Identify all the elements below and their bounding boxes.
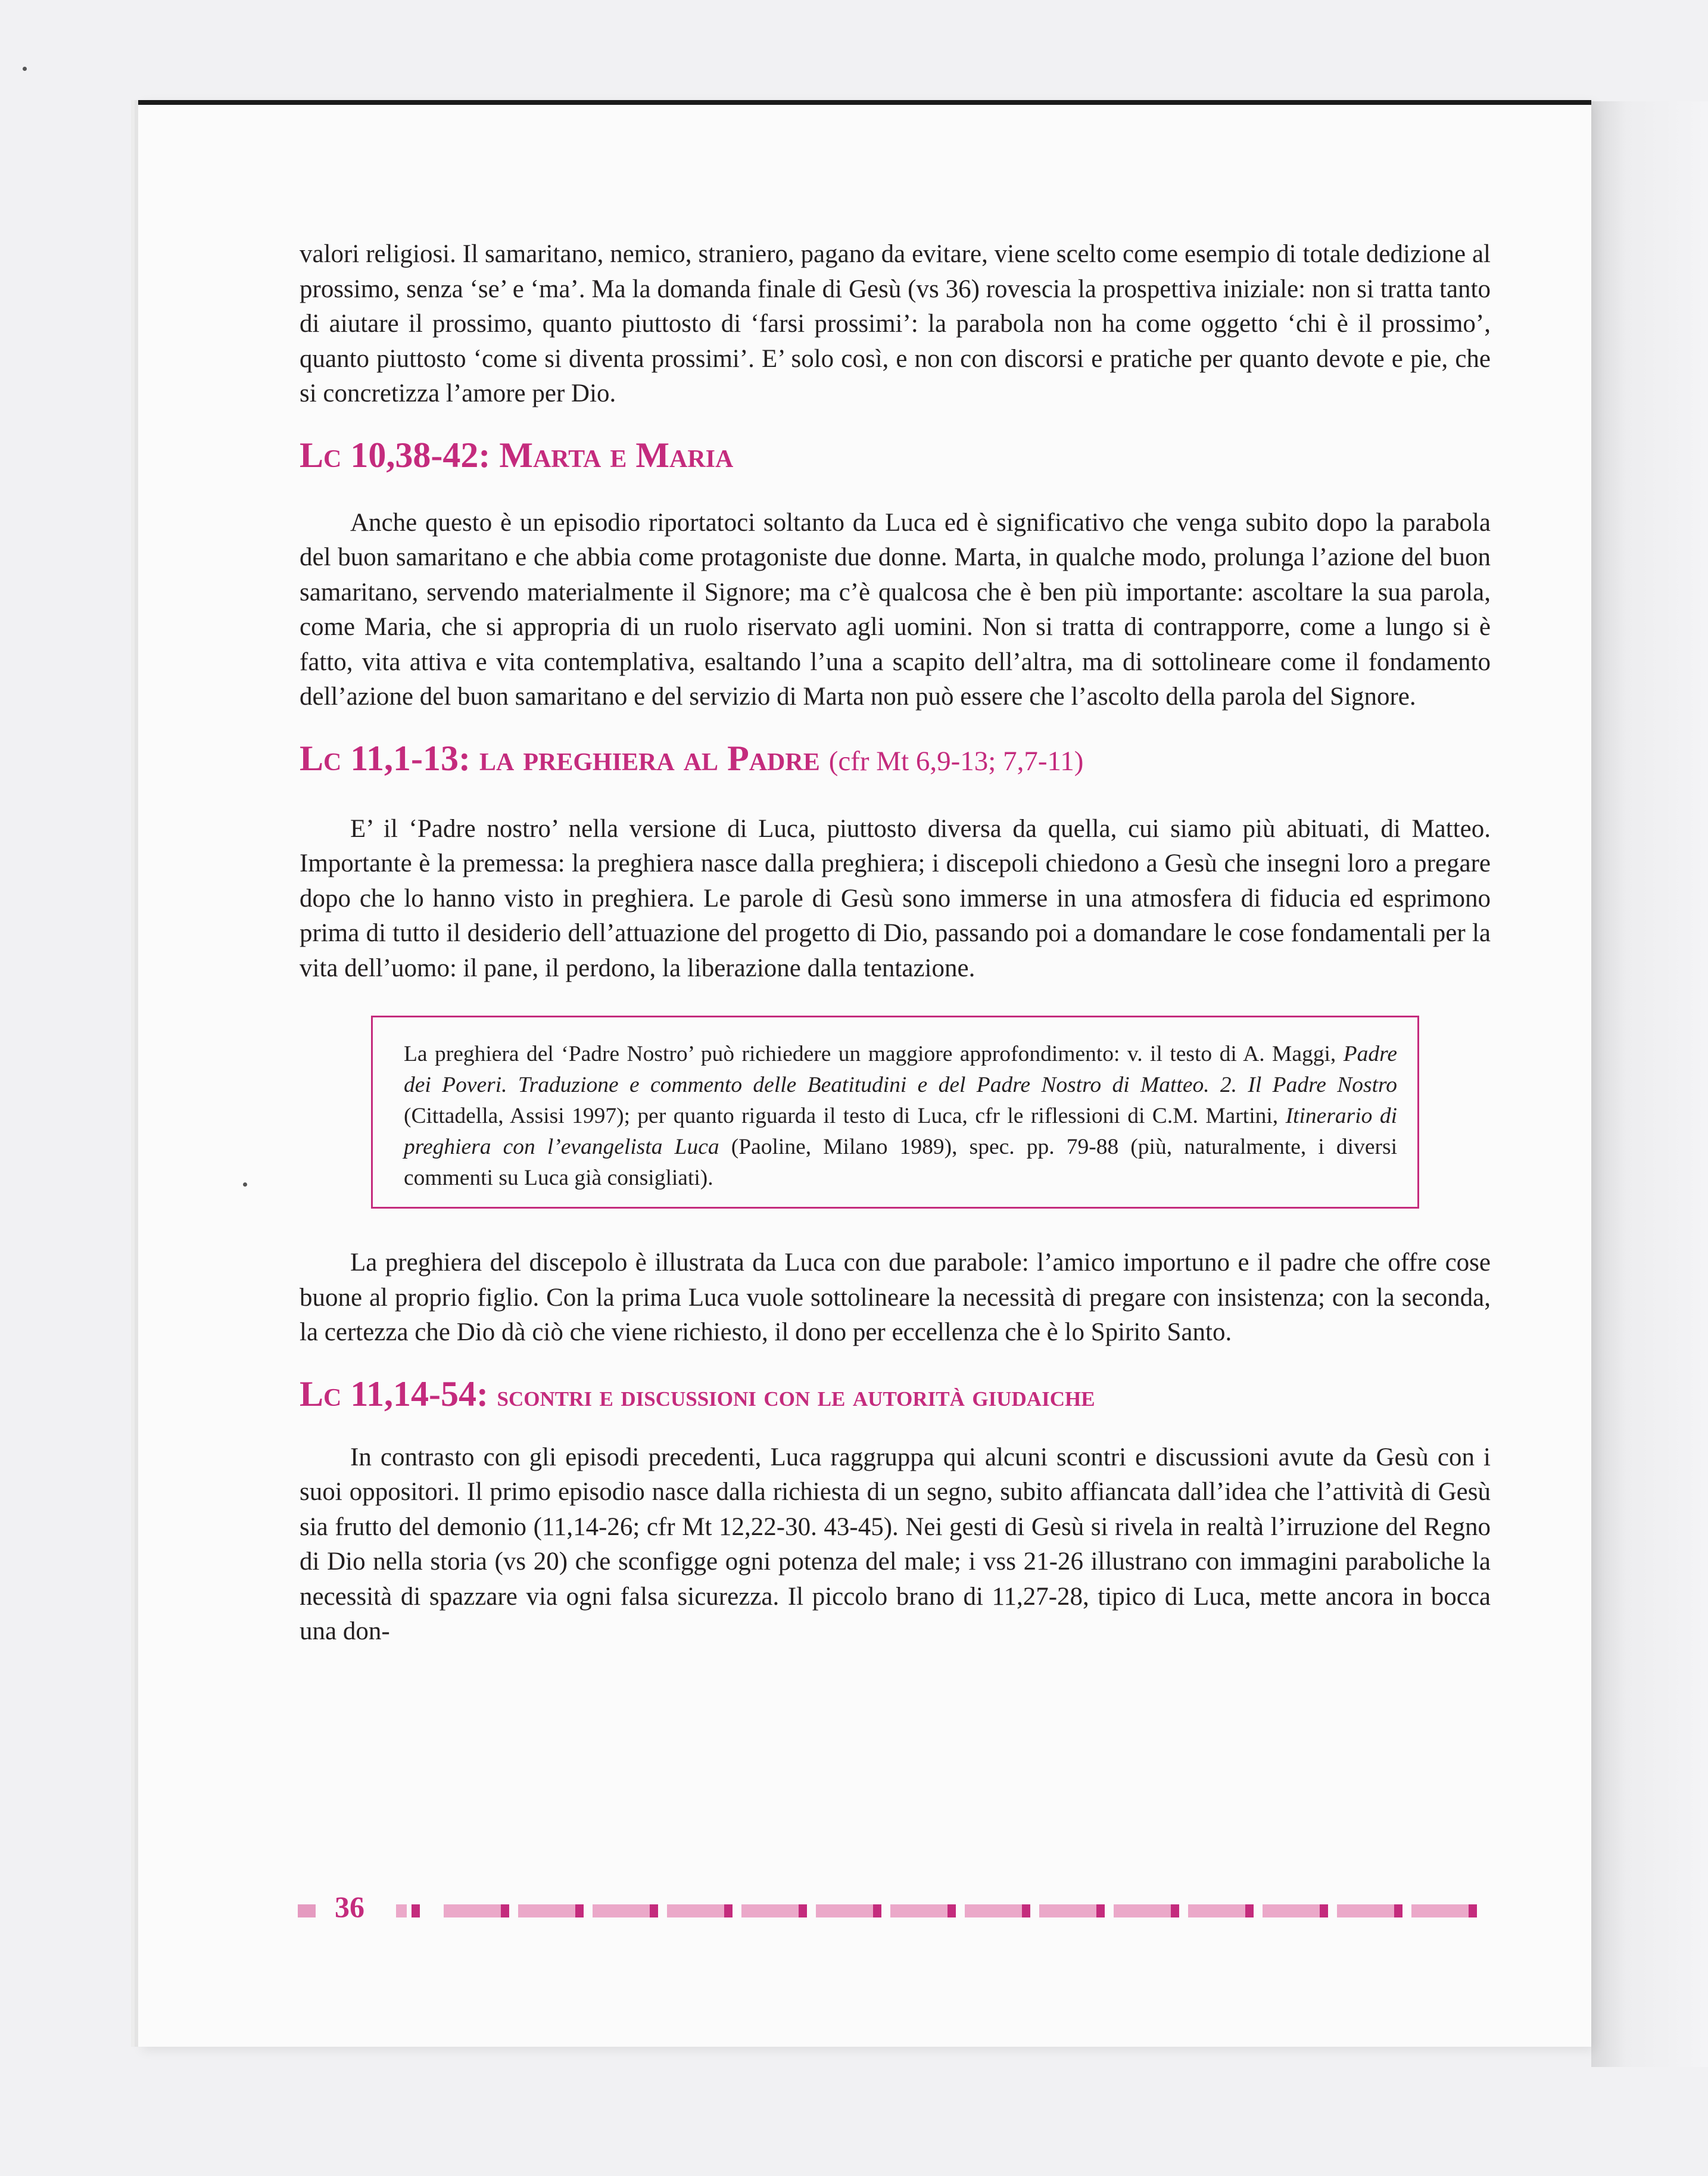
- note-box: [371, 1016, 1419, 1209]
- footer-ornament: [667, 1904, 733, 1917]
- heading-crossref: (cfr Mt 6,9-13; 7,7-11): [828, 745, 1084, 777]
- page-content: [300, 237, 1491, 1649]
- footer-ornament: [816, 1904, 881, 1917]
- page-edge: [1591, 101, 1708, 2067]
- footer-ornament: [965, 1904, 1030, 1917]
- note-part: La preghiera del ‘Padre Nostro’ può richiedere un maggiore approfondimento: v. il testo di A. Maggi,: [404, 1042, 1344, 1066]
- footer-ornament: [1039, 1904, 1105, 1917]
- footer-ornament: [518, 1904, 584, 1917]
- note-text: [404, 1039, 1397, 1194]
- section-heading-scontri: [300, 1373, 1491, 1417]
- footer-ornament: [1337, 1904, 1402, 1917]
- heading-title: scontri e discussioni con le autorità giudaiche: [497, 1378, 1095, 1412]
- heading-title: Marta e Maria: [499, 435, 734, 475]
- footer-ornament: [1411, 1904, 1477, 1917]
- footer-ornament: [593, 1904, 658, 1917]
- note-part: (Cittadella, Assisi 1997); per quanto riguarda il testo di Luca, cfr le riflessioni di C.M. Martini,: [404, 1104, 1286, 1128]
- heading-ref: Lc 11,1-13:: [300, 738, 471, 778]
- heading-ref: Lc 10,38-42:: [300, 435, 491, 475]
- footer-ornament: [298, 1904, 316, 1917]
- note-part: (Paoline, Milano 1989), spec. pp. 79-88 (più, naturalmente, i diversi commenti su Luca già consigliati).: [404, 1135, 1397, 1190]
- dust-speck: [23, 67, 27, 71]
- footer-ornament: [444, 1904, 509, 1917]
- section2-paragraph: E’ il ‘Padre nostro’ nella versione di Luca, piuttosto diversa da quella, cui siamo più abituati, di Matteo. Importante è la premessa: la preghiera nasce dalla preghiera; i discepoli chiedono a Gesù che insegni loro a pregare dopo che lo hanno visto in preghiera. Le parole di Gesù sono immerse in una atmosfera di fiducia ed esprimono prima di tutto il desiderio dell’attuazione del progetto di Dio, passando poi a domandare le cose fondamentali per la vita dell’uomo: il pane, il perdono, la liberazione dalla tentazione.: [300, 814, 1491, 982]
- section1-paragraph: Anche questo è un episodio riportatoci soltanto da Luca ed è significativo che venga subito dopo la parabola del buon samaritano e che abbia come protagoniste due donne. Marta, in qualche modo, prolunga l’azione del buon samaritano, servendo materialmente il Signore; ma c’è qualcosa che è ben più importante: ascoltare la sua parola, come Maria, che si appropria di un ruolo riservato agli uomini. Non si tratta di contrapporre, come a lungo si è fatto, vita attiva e vita contemplativa, esaltando l’una a scapito dell’altra, ma di sottolineare come il fondamento dell’azione del buon samaritano e del servizio di Marta non può essere che l’ascolto della parola del Signore.: [300, 508, 1491, 711]
- note-book-title: Padre dei Poveri. Traduzione e commento delle Beatitudini e del Padre Nostro di Matteo. 2. Il Padre Nostro: [404, 1042, 1397, 1097]
- heading-title: la preghiera al Padre: [479, 738, 820, 778]
- footer-ornament: [1114, 1904, 1179, 1917]
- footer-ornament: [890, 1904, 956, 1917]
- page-footer: [298, 1890, 1489, 1924]
- note-book-title: Itinerario di preghiera con l’evangelista Luca: [404, 1104, 1397, 1159]
- footer-ornament: [741, 1904, 807, 1917]
- section2-paragraph-2: La preghiera del discepolo è illustrata da Luca con due parabole: l’amico importuno e il padre che offre cose buone al proprio figlio. Con la prima Luca vuole sottolineare la necessità di pregare con insistenza; con la seconda, la certezza che Dio dà ciò che viene richiesto, il dono per eccellenza che è lo Spirito Santo.: [300, 1249, 1491, 1346]
- intro-paragraph: valori religiosi. Il samaritano, nemico, straniero, pagano da evitare, viene scelto come esempio di totale dedizione al prossimo, senza ‘se’ e ‘ma’. Ma la domanda finale di Gesù (vs 36) rovescia la prospettiva iniziale: non si tratta tanto di aiutare il prossimo, quanto piuttosto di ‘farsi prossimi’: la parabola non ha come oggetto ‘chi è il prossimo’, quanto piuttosto ‘come si diventa prossimi’. E’ solo così, e non con discorsi e pratiche per quanto devote e pie, che si concretizza l’amore per Dio.: [300, 240, 1491, 407]
- section-heading-marta-maria: [300, 434, 1491, 476]
- page-number: 36: [335, 1890, 364, 1923]
- heading-ref: Lc 11,14-54:: [300, 1374, 489, 1414]
- footer-ornament: [396, 1904, 420, 1917]
- section3-paragraph: In contrasto con gli episodi precedenti, Luca raggruppa qui alcuni scontri e discussioni avute da Gesù con i suoi oppositori. Il primo episodio nasce dalla richiesta di un segno, subito affiancata dall’idea che l’attività di Gesù sia frutto del demonio (11,14-26; cfr Mt 12,22-30. 43-45). Nei gesti di Gesù si rivela in realtà l’irruzione del Regno di Dio nella storia (vs 20) che sconfigge ogni potenza del male; i vss 21-26 illustrano con immagini paraboliche la necessità di spazzare via ogni falsa sicurezza. Il piccolo brano di 11,27-28, tipico di Luca, mette ancora in bocca una don-: [300, 1443, 1491, 1645]
- dust-speck: [243, 1182, 247, 1187]
- footer-ornament: [1188, 1904, 1254, 1917]
- section-heading-preghiera: [300, 737, 1491, 782]
- footer-ornament: [1263, 1904, 1328, 1917]
